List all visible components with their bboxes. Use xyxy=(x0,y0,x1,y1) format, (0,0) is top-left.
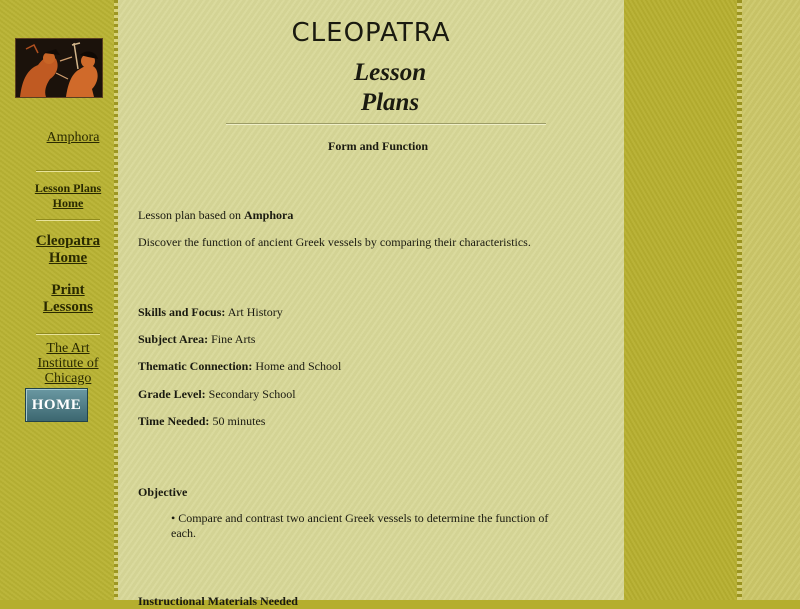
greek-vase-thumbnail-image[interactable] xyxy=(15,38,103,98)
right-band xyxy=(624,0,740,600)
objective-list-item: • Compare and contrast two ancient Greek vessels to determine the function of each. xyxy=(171,511,549,540)
skills-label: Skills and Focus: xyxy=(138,305,226,319)
skills-value: Art History xyxy=(225,305,283,319)
based-on-line xyxy=(138,208,578,223)
sidebar-divider xyxy=(36,219,100,221)
thematic-label: Thematic Connection: xyxy=(138,359,253,373)
sidebar-link-label: Home xyxy=(48,250,88,266)
thematic-value: Home and School xyxy=(252,359,342,373)
subject-value: Fine Arts xyxy=(208,332,256,346)
page-title-line: Lesson xyxy=(353,59,427,86)
section-heading: Form and Function xyxy=(327,139,428,153)
sidebar-link-label: Lessons xyxy=(42,299,94,315)
grade-label: Grade Level: xyxy=(138,387,206,401)
sidebar-link-print-lessons[interactable] xyxy=(4,282,132,316)
materials-heading: Instructional Materials Needed xyxy=(138,594,298,608)
sidebar-link-label: Home xyxy=(52,196,84,210)
based-on-artwork: Amphora xyxy=(243,208,294,222)
sidebar-divider xyxy=(36,333,100,335)
objective-heading: Objective xyxy=(138,485,188,499)
thematic-row xyxy=(138,359,578,374)
page-title-line: Plans xyxy=(360,89,420,116)
sidebar-link-label: Chicago xyxy=(44,371,92,386)
title-divider xyxy=(226,123,546,125)
grade-row xyxy=(138,387,578,402)
grade-value: Secondary School xyxy=(205,387,296,401)
based-on-prefix: Lesson plan based on xyxy=(138,208,244,222)
sidebar-link-label: Institute of xyxy=(37,356,99,371)
sidebar-link-label: Cleopatra xyxy=(35,233,101,249)
skills-row xyxy=(138,305,578,320)
sidebar-link-label: The Art xyxy=(46,341,90,356)
subject-row xyxy=(138,332,578,347)
time-label: Time Needed: xyxy=(138,414,210,428)
lesson-description: Discover the function of ancient Greek vessels by comparing their characteristics. xyxy=(138,235,531,249)
sidebar-link-label: Lesson Plans xyxy=(34,181,102,195)
sidebar-link-lesson-plans-home[interactable] xyxy=(4,181,132,211)
cleopatra-logo: CLEOPATRA xyxy=(291,18,451,48)
sidebar-link-amphora[interactable]: Amphora xyxy=(46,130,100,145)
time-value: 50 minutes xyxy=(209,414,266,428)
sidebar-divider xyxy=(36,170,100,172)
page-title xyxy=(300,58,480,118)
subject-label: Subject Area: xyxy=(138,332,209,346)
home-button[interactable]: HOME xyxy=(25,388,88,422)
time-row xyxy=(138,414,578,429)
sidebar-link-cleopatra-home[interactable] xyxy=(4,233,132,267)
far-right-panel xyxy=(742,0,800,600)
greek-vase-figure-icon xyxy=(16,39,102,97)
sidebar-link-label: Print xyxy=(51,282,85,298)
sidebar-link-art-institute[interactable] xyxy=(4,341,132,386)
